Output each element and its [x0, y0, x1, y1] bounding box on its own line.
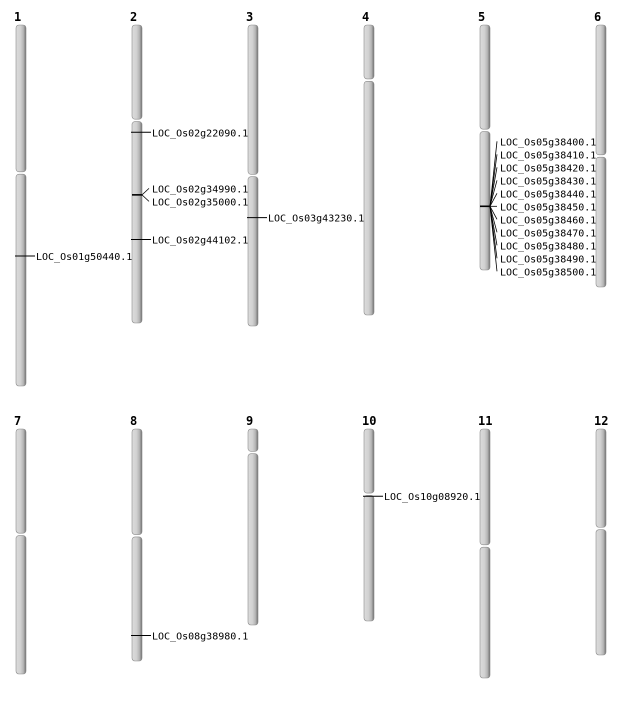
- gene-marker-group: [131, 631, 248, 642]
- chromosome-12: [594, 414, 608, 655]
- chromosome-number: 7: [14, 414, 22, 428]
- chromosome-number: 3: [246, 10, 254, 24]
- gene-label: LOC_Os05g38500.1: [500, 267, 597, 279]
- chromosome-upper-arm: [596, 25, 606, 155]
- gene-label: LOC_Os05g38400.1: [500, 137, 597, 149]
- gene-label: LOC_Os03g43230.1: [268, 213, 365, 225]
- gene-label: LOC_Os05g38490.1: [500, 254, 597, 266]
- gene-label: LOC_Os05g38470.1: [500, 228, 597, 240]
- gene-label: LOC_Os05g38420.1: [500, 163, 597, 175]
- chromosome-5: [478, 10, 490, 270]
- chromosome-upper-arm: [248, 429, 258, 451]
- gene-label: LOC_Os05g38410.1: [500, 150, 597, 162]
- gene-label: LOC_Os05g38430.1: [500, 176, 597, 188]
- chromosome-lower-arm: [364, 495, 374, 621]
- chromosome-number: 11: [478, 414, 493, 428]
- chromosome-number: 8: [130, 414, 138, 428]
- gene-label: LOC_Os02g22090.1: [152, 128, 249, 140]
- chromosome-number: 9: [246, 414, 254, 428]
- gene-connector-line: [142, 195, 149, 202]
- chromosome-lower-arm: [596, 530, 606, 655]
- chromosome-lower-arm: [248, 454, 258, 625]
- chromosome-lower-arm: [364, 81, 374, 315]
- chromosome-upper-arm: [364, 429, 374, 493]
- chromosome-upper-arm: [596, 429, 606, 527]
- chromosome-upper-arm: [16, 25, 26, 172]
- gene-marker-group: [131, 236, 248, 247]
- chromosome-upper-arm: [480, 25, 490, 129]
- gene-marker-group: [132, 184, 248, 208]
- gene-label: LOC_Os02g35000.1: [152, 197, 249, 209]
- chromosome-upper-arm: [132, 25, 142, 119]
- gene-connector-line: [142, 188, 149, 195]
- chromosome-4: [362, 10, 374, 315]
- chromosome-7: [14, 414, 26, 674]
- gene-label: LOC_Os01g50440.1: [36, 252, 133, 264]
- chromosome-8: [130, 414, 142, 661]
- chromosome-lower-arm: [16, 536, 26, 674]
- gene-marker-group: [131, 128, 248, 139]
- chromosome-upper-arm: [16, 429, 26, 533]
- chromosome-lower-arm: [596, 157, 606, 287]
- gene-marker-group: [363, 492, 480, 503]
- chromosome-lower-arm: [480, 132, 490, 270]
- gene-label: LOC_Os10g08920.1: [384, 492, 481, 504]
- chromosome-number: 12: [594, 414, 609, 428]
- gene-marker-group: [247, 214, 364, 225]
- gene-label: LOC_Os05g38460.1: [500, 215, 597, 227]
- chromosome-1: [14, 10, 26, 386]
- chromosome-number: 4: [362, 10, 370, 24]
- chromosome-upper-arm: [132, 429, 142, 535]
- chromosome-9: [246, 414, 258, 625]
- gene-label: LOC_Os05g38450.1: [500, 202, 597, 214]
- chromosome-2: [130, 10, 142, 323]
- chromosome-number: 1: [14, 10, 22, 24]
- chromosome-upper-arm: [248, 25, 258, 174]
- chromosome-number: 2: [130, 10, 138, 24]
- chromosome-number: 5: [478, 10, 486, 24]
- chromosome-number: 10: [362, 414, 377, 428]
- chromosome-number: 6: [594, 10, 602, 24]
- gene-label: LOC_Os02g44102.1: [152, 235, 249, 247]
- gene-label: LOC_Os05g38440.1: [500, 189, 597, 201]
- chromosome-3: [246, 10, 258, 326]
- chromosome-upper-arm: [480, 429, 490, 545]
- chromosome-lower-arm: [132, 537, 142, 661]
- gene-label: LOC_Os02g34990.1: [152, 184, 249, 196]
- chromosome-upper-arm: [364, 25, 374, 79]
- gene-marker-group: [480, 137, 596, 278]
- chromosome-lower-arm: [248, 177, 258, 326]
- gene-label: LOC_Os05g38480.1: [500, 241, 597, 253]
- gene-marker-group: [15, 252, 132, 263]
- chromosome-11: [478, 414, 492, 678]
- gene-label: LOC_Os08g38980.1: [152, 631, 249, 643]
- chromosome-lower-arm: [480, 547, 490, 678]
- chromosome-lower-arm: [132, 122, 142, 323]
- chromosome-10: [362, 414, 376, 621]
- chromosome-lower-arm: [16, 174, 26, 386]
